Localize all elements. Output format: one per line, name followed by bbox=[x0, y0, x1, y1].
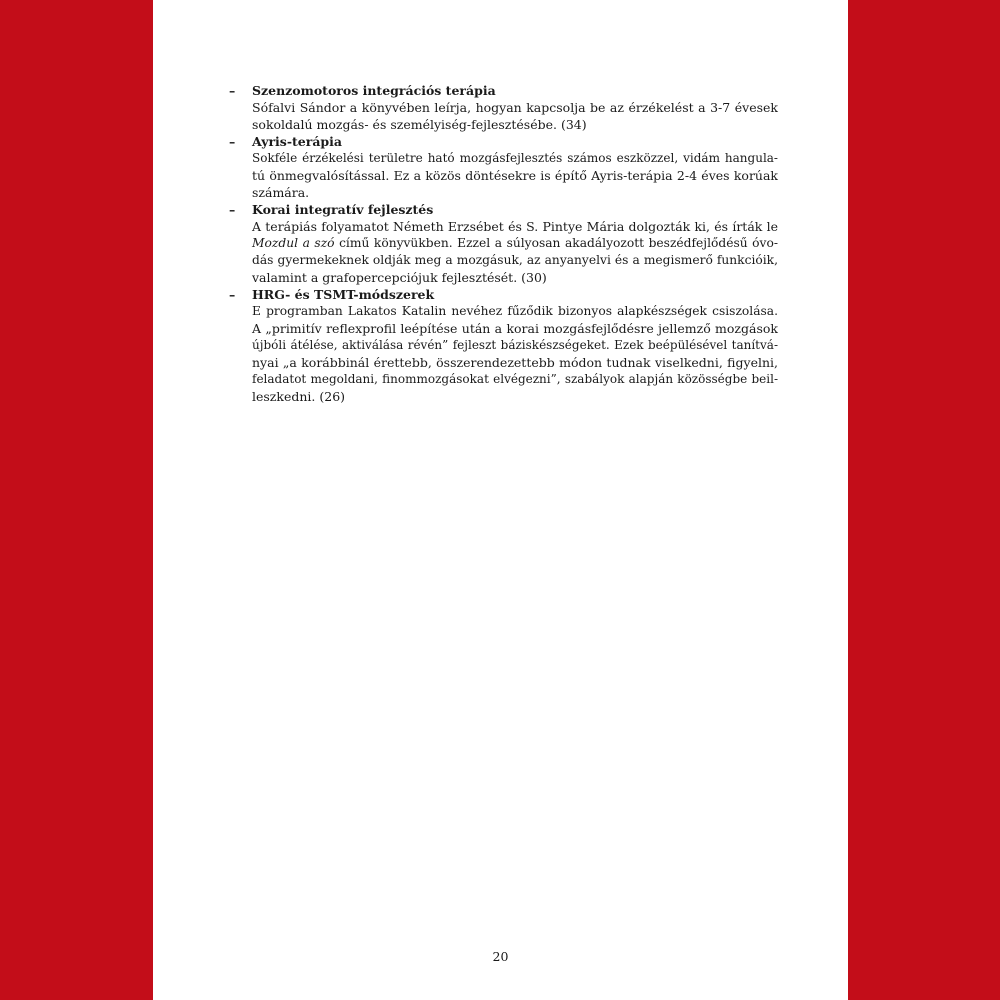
list-item-korai-integrativ bbox=[229, 201, 778, 286]
item-body bbox=[234, 218, 778, 286]
item-body bbox=[234, 303, 778, 405]
right-red-margin bbox=[848, 0, 1000, 1000]
text-line: Sokféle érzékelési területre ható mozgásfejlesztés számos eszközzel, vidám hangula- bbox=[252, 151, 778, 165]
text-line: E programban Lakatos Katalin nevéhez fűződik bizonyos alapkészségek csiszolása. bbox=[252, 304, 778, 318]
text-line bbox=[252, 235, 778, 252]
list-item-szenzomotoros bbox=[229, 82, 778, 133]
item-title: Szenzomotoros integrációs terápia bbox=[252, 83, 496, 98]
page-number: 20 bbox=[492, 949, 509, 964]
text-line: tú önmegvalósítással. Ez a közös döntésekre is építő Ayris-terápia 2-4 éves korúak bbox=[252, 168, 778, 183]
item-title: HRG- és TSMT-módszerek bbox=[252, 287, 435, 302]
left-red-margin bbox=[0, 0, 153, 1000]
item-heading bbox=[229, 286, 778, 303]
item-heading bbox=[229, 82, 778, 99]
list-item-hrg-tsmt bbox=[229, 286, 778, 405]
text-line: újbóli átélése, aktiválása révén” fejleszt báziskészségeket. Ezek beépülésével tanítvá- bbox=[252, 338, 778, 352]
text-line: valamint a grafopercepciójuk fejlesztését. (30) bbox=[252, 270, 547, 285]
list-dash: – bbox=[229, 202, 236, 217]
text-line: feladatot megoldani, finommozgásokat elvégezni”, szabályok alapján közösségbe beil- bbox=[252, 372, 778, 386]
list-dash: – bbox=[229, 287, 236, 302]
text-line: nyai „a korábbinál érettebb, összerendezettebb módon tudnak viselkedni, figyelni, bbox=[252, 355, 778, 370]
text-fragment: című könyvükben. Ezzel a súlyosan akadályozott beszédfejlődésű óvo- bbox=[334, 236, 778, 250]
list-dash: – bbox=[229, 134, 236, 149]
list-item-ayris bbox=[229, 133, 778, 201]
item-body bbox=[234, 150, 778, 201]
book-title: Mozdul a szó bbox=[252, 236, 335, 250]
list-dash: – bbox=[229, 83, 236, 98]
text-line: sokoldalú mozgás- és személyiség-fejlesztésébe. (34) bbox=[252, 117, 587, 132]
text-line: A terápiás folyamatot Németh Erzsébet és S. Pintye Mária dolgozták ki, és írták le bbox=[252, 219, 778, 234]
item-heading bbox=[229, 201, 778, 218]
item-heading bbox=[229, 133, 778, 150]
text-line: leszkedni. (26) bbox=[252, 389, 346, 404]
text-line: Sófalvi Sándor a könyvében leírja, hogyan kapcsolja be az érzékelést a 3-7 évesek bbox=[252, 100, 778, 115]
text-line: A „primitív reflexprofil leépítése után a korai mozgásfejlődésre jellemző mozgások bbox=[252, 321, 778, 336]
item-body bbox=[234, 99, 778, 133]
document-page bbox=[153, 0, 848, 1000]
text-line: számára. bbox=[252, 185, 310, 200]
page-content bbox=[229, 82, 778, 405]
item-title: Korai integratív fejlesztés bbox=[252, 202, 434, 217]
item-title: Ayris-terápia bbox=[252, 134, 343, 149]
text-line: dás gyermekeknek oldják meg a mozgásuk, az anyanyelvi és a megismerő funkcióik, bbox=[252, 253, 778, 267]
